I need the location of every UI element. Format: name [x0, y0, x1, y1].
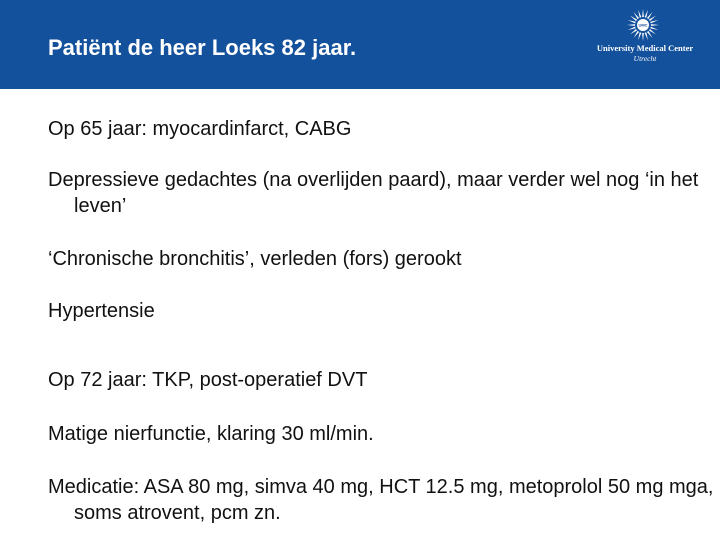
sun-ray	[649, 29, 656, 34]
slide-title: Patiënt de heer Loeks 82 jaar.	[48, 35, 357, 60]
sun-ray	[645, 32, 648, 40]
sun-ray	[651, 24, 659, 26]
sun-ray	[647, 12, 652, 19]
sun-ray	[650, 20, 658, 23]
sun-ray	[630, 16, 637, 21]
sun-ray	[628, 20, 636, 23]
list-item: Depressieve gedachtes (na overlijden paard), maar verder wel nog ‘in het leven’	[48, 169, 699, 217]
sun-ray	[649, 16, 656, 21]
umc-utrecht-logo	[590, 6, 700, 68]
sun-ray	[638, 32, 641, 40]
logo-name: University Medical Center	[596, 43, 694, 53]
sun-ray	[638, 10, 641, 18]
logo-city: Utrecht	[633, 54, 657, 63]
sun-emblem-icon	[626, 8, 660, 42]
list-item: Medicatie: ASA 80 mg, simva 40 mg, HCT 12.5 mg, metoprolol 50 mg mga, soms atrovent, pcm zn.	[48, 476, 714, 524]
sun-ray	[627, 24, 635, 26]
logo-center-mark: UMC	[638, 22, 648, 28]
sun-ray	[642, 9, 644, 17]
title-bar	[0, 0, 720, 89]
sun-ray	[642, 33, 644, 41]
list-item: Hypertensie	[48, 300, 155, 322]
sun-ray	[634, 12, 639, 19]
sun-ray	[628, 27, 636, 30]
list-item: Matige nierfunctie, klaring 30 ml/min.	[48, 423, 374, 445]
sun-ray	[630, 29, 637, 34]
sun-ray	[645, 10, 648, 18]
sun-ray	[650, 27, 658, 30]
list-item: Op 65 jaar: myocardinfarct, CABG	[48, 118, 352, 140]
sun-ray	[634, 31, 639, 38]
list-item: Op 72 jaar: TKP, post-operatief DVT	[48, 369, 368, 391]
sun-ray	[647, 31, 652, 38]
list-item: ‘Chronische bronchitis’, verleden (fors) gerookt	[48, 248, 462, 270]
